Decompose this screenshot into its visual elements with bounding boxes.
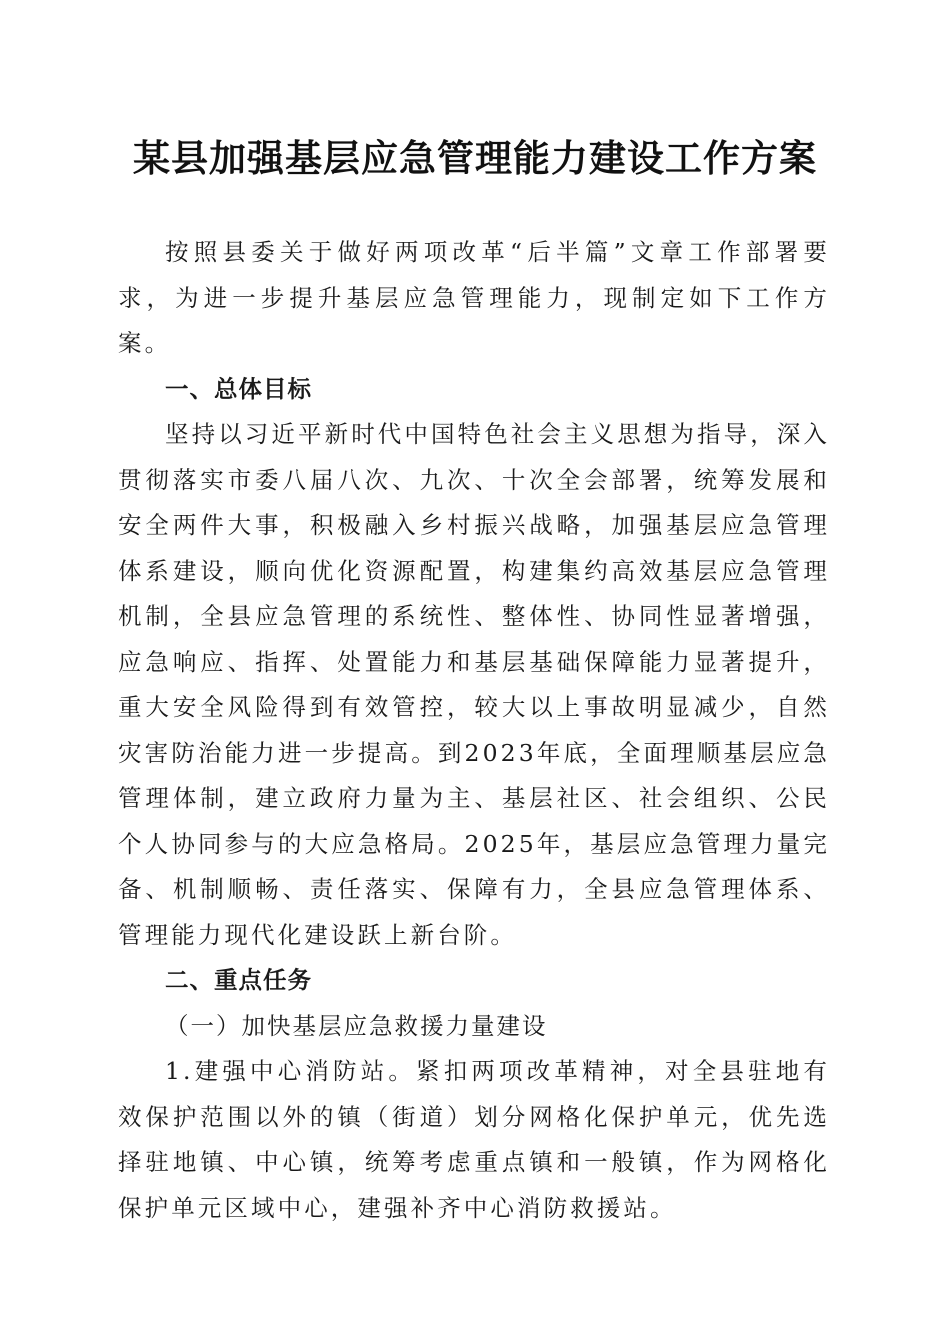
document-title: 某县加强基层应急管理能力建设工作方案 xyxy=(133,136,817,180)
intro-paragraph: 按照县委关于做好两项改革“后半篇”文章工作部署要求，为进一步提升基层应急管理能力，现制定如下工作方案。 xyxy=(118,238,830,357)
document-body xyxy=(118,230,830,1231)
section-heading-key-tasks: 二、重点任务 xyxy=(165,966,312,994)
overall-goals-paragraph: 坚持以习近平新时代中国特色社会主义思想为指导，深入贯彻落实市委八届八次、九次、十次全会部署，统筹发展和安全两件大事，积极融入乡村振兴战略，加强基层应急管理体系建设，顺向优化资源配置，构建集约高效基层应急管理机制，全县应急管理的系统性、整体性、协同性显著增强，应急响应、指挥、处置能力和基层基础保障能力显著提升，重大安全风险得到有效管控，较大以上事故明显减少，自然灾害防治能力进一步提高。到2023年底，全面理顺基层应急管理体制，建立政府力量为主、基层社区、社会组织、公民个人协同参与的大应急格局。2025年，基层应急管理力量完备、机制顺畅、责任落实、保障有力，全县应急管理体系、管理能力现代化建设跃上新台阶。 xyxy=(118,420,830,949)
subsection-heading-rescue-forces: （一）加快基层应急救援力量建设 xyxy=(165,1011,548,1040)
section-heading-overall-goals: 一、总体目标 xyxy=(165,374,312,403)
task-item-fire-station: 1.建强中心消防站。紧扣两项改革精神，对全县驻地有效保护范围以外的镇（街道）划分网格化保护单元，优先选择驻地镇、中心镇，统筹考虑重点镇和一般镇，作为网格化保护单元区域中心，建强补齐中心消防救援站。 xyxy=(118,1057,830,1222)
